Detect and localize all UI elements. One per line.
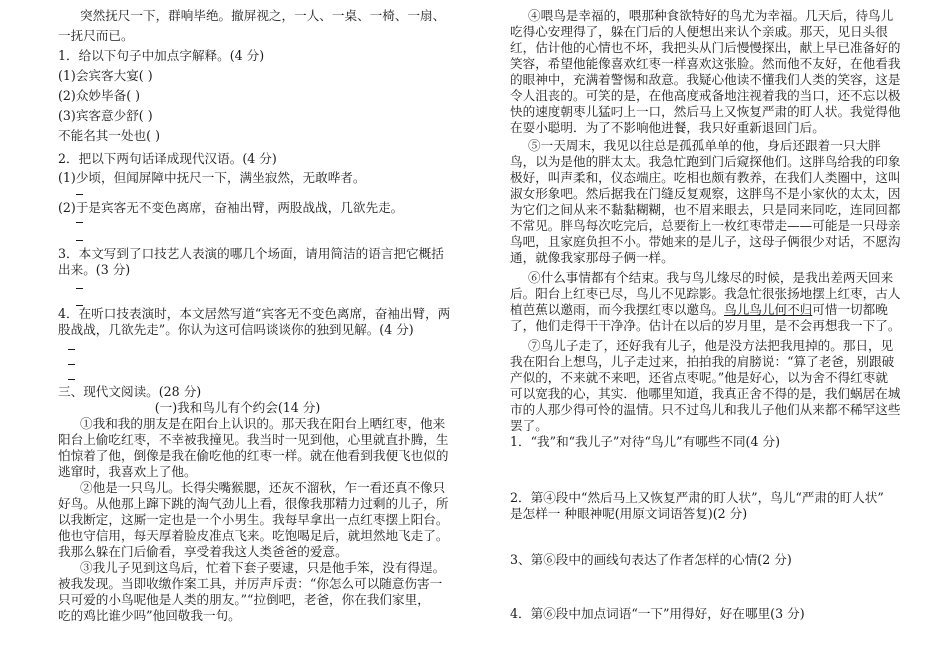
question-3-line: 3．本文写到了口技艺人表演的哪几个场面，请用简洁的语言把它概括 <box>58 246 444 261</box>
paragraph-7-line: 我在阳台上想鸟，儿子走过来，拍拍我的肩膀说：“算了老爸，别跟破 <box>510 354 895 369</box>
paragraph-6-line: 后。阳台上红枣已尽，鸟儿不见踪影。我急忙很张扬地摆上红枣，古人 <box>510 286 901 301</box>
paragraph-2-line: 他也守信用，每天厚着脸皮准点飞来。吃饱喝足后，就坦然地飞走了。 <box>58 528 449 543</box>
question-4-line: 股战战，几欲先走”。你认为这可信吗谈谈你的独到见解。(4 分) <box>58 322 414 337</box>
paragraph-6-line: ⑥什么事情都有个结束。我与鸟儿缘尽的时候，是我出差两天回来 <box>528 270 894 285</box>
intro-line: 突然抚尺一下，群响毕绝。撤屏视之，一人、一桌、一椅、一扇、 <box>80 8 446 23</box>
intro-line: 一抚尺而已。 <box>58 28 134 43</box>
question-1-item: 不能名其一处也( ) <box>58 128 160 143</box>
paragraph-3-line: ③我儿子见到这鸟后，忙着下套子要逮，只是他手笨，没有得逞。 <box>80 560 446 575</box>
passage-title: (一)我和鸟儿有个约会(14 分) <box>154 400 321 415</box>
question-1-item: (1)会宾客大宴( ) <box>58 68 153 83</box>
answer-blank <box>68 349 75 350</box>
paragraph-4-line: ④喂鸟是幸福的，喂那种食欲特好的鸟尤为幸福。几天后，待鸟儿 <box>528 8 894 23</box>
answer-blank <box>76 240 83 241</box>
reading-question-2-line: 2．第④段中“然后马上又恢复严肃的盯人状”，鸟儿“严肃的盯人状” <box>510 490 884 505</box>
paragraph-5-line: ⑤一天周末，我见以往总是孤孤单单的他，身后还跟着一只大胖 <box>528 138 881 153</box>
answer-blank <box>68 379 75 380</box>
question-2-title: 2．把以下两句话译成现代汉语。(4 分) <box>58 151 277 166</box>
question-3-line: 出来。(3 分) <box>58 262 131 277</box>
paragraph-4-line: 的眼神中，充满着警惕和敌意。我疑心他读不懂我们人类的笑容，这是 <box>510 72 901 87</box>
underlined-sentence: 鸟儿鸟儿何不归 <box>724 302 813 317</box>
paragraph-5-line: 通，就像我家那母子俩一样。 <box>510 250 674 265</box>
paragraph-5-line: 鸟吧，且家庭负担不小。带她来的是儿子，这母子俩很少对话，不愿沟 <box>510 234 901 249</box>
paragraph-4-line: 在耍小聪明．为了不影响他进餐，我只好重新退回门后。 <box>510 120 825 135</box>
paragraph-4-line: 吃得心安理得了，躲在门后的人便想出来认个亲戚。那天，见日头很 <box>510 24 888 39</box>
paragraph-3-line: 只可爱的小鸟呢他是人类的朋友。”“拉倒吧，老爸，你在我们家里， <box>58 592 430 607</box>
section-heading: 三、现代文阅读。(28 分) <box>58 384 202 399</box>
paragraph-1-line: 阳台上偷吃红枣，不幸被我撞见。我当时一见到他，心里就直扑腾，生 <box>58 432 449 447</box>
paragraph-6-line: 了，他们走得干干净净。估计在以后的岁月里，是不会再想我一下了。 <box>510 318 901 333</box>
paragraph-7-line: ⑦鸟儿子走了，还好我有儿子，他是没方法把我甩掉的。那日，见 <box>528 338 894 353</box>
answer-blank <box>68 364 75 365</box>
paragraph-2-line: ②他是一只鸟儿。长得尖嘴猴腮，还灰不溜秋，乍一看还真不像只 <box>80 480 446 495</box>
paragraph-7-line: 罢了。 <box>510 418 548 433</box>
paragraph-1-line: ①我和我的朋友是在阳台上认识的。那天我在阳台上晒红枣，他来 <box>80 416 446 431</box>
reading-question-1: 1．“我”和“我儿子”对待“鸟儿”有哪些不同(4 分) <box>510 434 780 449</box>
answer-blank <box>76 222 83 223</box>
question-4-line: 4．在听口技表演时，本文居然写道“宾客无不变色离席，奋袖出臂，两 <box>58 306 451 321</box>
paragraph-3-line: 吃的鸡比谁少吗”他回敬我一句。 <box>58 608 241 623</box>
paragraph-4-line: 快的速度朝枣儿猛叼上一口，然后马上又恢复严肃的盯人状。我觉得他 <box>510 104 901 119</box>
paragraph-7-line: 市的人那少得可怜的温情。只不过鸟儿和我儿子他们从来都不稀罕这些 <box>510 402 901 417</box>
paragraph-4-line: 令人沮丧的。可笑的是，在他高度戒备地注视着我的当口，还不忘以极 <box>510 88 901 103</box>
paragraph-6-text: 可惜一切都晚 <box>812 302 888 317</box>
paragraph-5-line: 鸟，以为是他的胖太太。我急忙跑到门后窥探他们。这胖鸟给我的印象 <box>510 154 901 169</box>
question-2-sentence-1: (1)少顷，但闻屏障中抚尺一下，满坐寂然，无敢哗者。 <box>58 170 366 185</box>
paragraph-5-line: 不常见。胖鸟每次吃完后，总要衔上一枚红枣带走——可能是一只母亲 <box>510 218 901 233</box>
paragraph-6-text: 植芭蕉以邀雨，而今我摆红枣以邀鸟。 <box>510 302 725 317</box>
paragraph-4-line: 红，估计他的心情也不坏，我把头从门后慢慢探出，献上早已准备好的 <box>510 40 901 55</box>
paragraph-7-line: 产似的，不来就不来吧，还省点枣呢。”他是好心，以为舍不得红枣就 <box>510 370 888 385</box>
paragraph-1-line: 逃窜时，我喜欢上了他。 <box>58 464 197 479</box>
question-1-item: (2)众妙毕备( ) <box>58 88 141 103</box>
reading-question-3: 3、第⑥段中的画线句表达了作者怎样的心情(2 分) <box>510 552 792 567</box>
answer-blank <box>76 194 83 195</box>
question-1-title: 1．给以下句子中加点字解释。(4 分) <box>58 48 265 63</box>
paragraph-2-line: 以我断定，这厮一定也是一个小男生。我每早拿出一点红枣摆上阳台。 <box>58 512 449 527</box>
question-1-item: (3)宾客意少舒( ) <box>58 108 153 123</box>
paragraph-7-line: 可以宽我的心，其实．他哪里知道，我真正舍不得的是，我们蜗居在城 <box>510 386 901 401</box>
paragraph-5-line: 淑女形象吧。然后据我在门缝反复观察，这胖鸟不是小家伙的太太，因 <box>510 186 901 201</box>
reading-question-4: 4．第⑥段中加点词语“一下”用得好，好在哪里(3 分) <box>510 606 805 621</box>
paragraph-5-line: 为它们之间从来不黏黏糊糊，也不眉来眼去，只是同来同吃，连同回都 <box>510 202 901 217</box>
paragraph-4-line: 笑容，希望他能像喜欢红枣一样喜欢这张脸。然而他不友好，在他看我 <box>510 56 901 71</box>
reading-question-2-line: 是怎样一 种眼神呢(用原文词语答复)(2 分) <box>510 506 748 521</box>
paragraph-2-line: 好鸟。从他那上蹿下跳的淘气劲儿上看，很像我那精力过剩的儿子，所 <box>58 496 449 511</box>
answer-blank <box>76 288 83 289</box>
question-2-sentence-2: (2)于是宾客无不变色离席，奋袖出臂，两股战战，几欲先走。 <box>58 200 404 215</box>
paragraph-5-line: 极好，叫声柔和，仪态端庄。吃相也颇有教养，在我们人类圈中，这叫 <box>510 170 901 185</box>
paragraph-1-line: 怕惊着了他，倒像是我在偷吃他的红枣一样。就在他看到我便飞也似的 <box>58 448 449 463</box>
paragraph-2-line: 我那么躲在门后偷看，享受着我这人类爸爸的爱意。 <box>58 544 348 559</box>
paragraph-6-line <box>510 302 888 318</box>
paragraph-3-line: 被我发现。当即收缴作案工具，并厉声斥责：“你怎么可以随意伤害一 <box>58 576 443 591</box>
